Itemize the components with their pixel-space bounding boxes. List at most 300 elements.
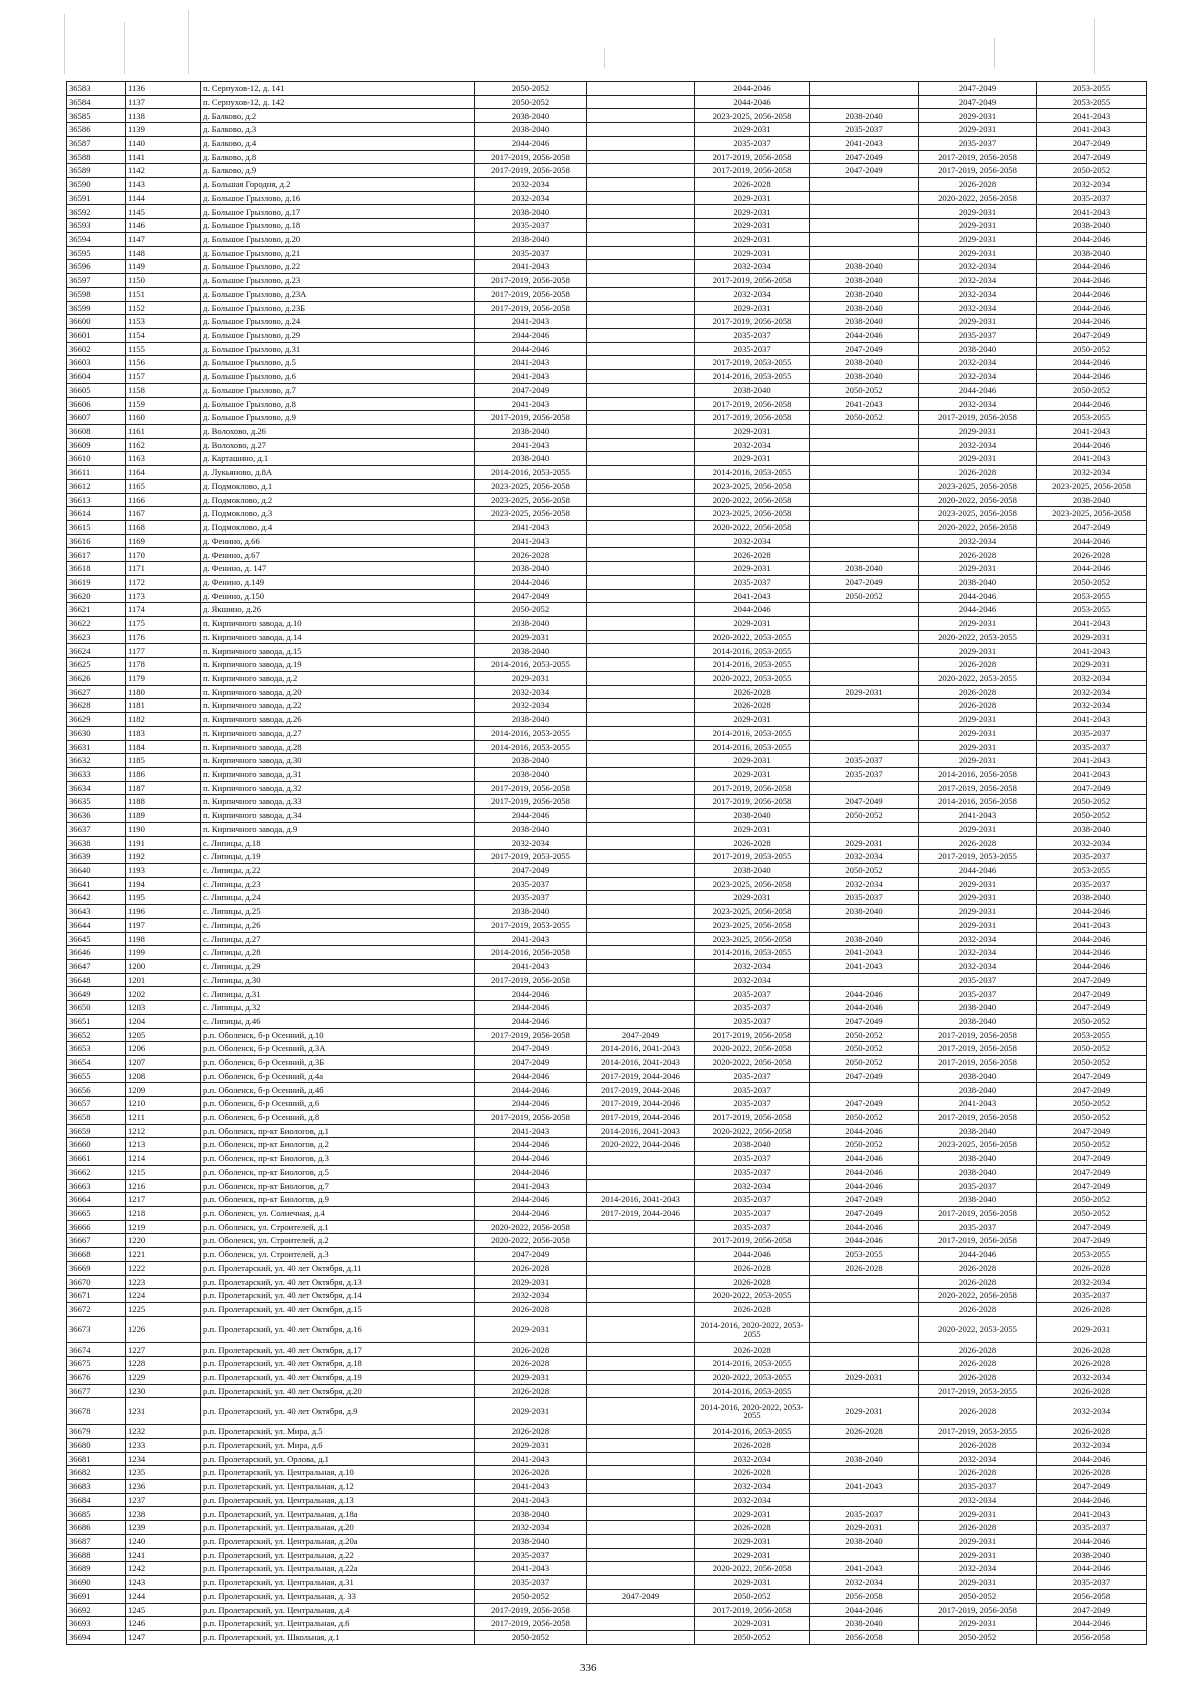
table-row <box>67 699 1147 713</box>
row-number-cell: 36620 <box>67 589 126 603</box>
period-cell-4 <box>810 1357 919 1371</box>
period-cell-3: 2041-2043 <box>695 589 810 603</box>
item-number-cell: 1183 <box>126 726 201 740</box>
item-number-cell: 1229 <box>126 1370 201 1384</box>
table-row <box>67 1302 1147 1316</box>
period-cell-1: 2038-2040 <box>475 424 587 438</box>
period-cell-3: 2035-2037 <box>695 1152 810 1166</box>
period-cell-6: 2029-2031 <box>1037 1316 1147 1343</box>
period-cell-6: 2044-2046 <box>1037 260 1147 274</box>
period-cell-1: 2035-2037 <box>475 1576 587 1590</box>
period-cell-3: 2032-2034 <box>695 960 810 974</box>
row-number-cell: 36591 <box>67 191 126 205</box>
period-cell-6: 2047-2049 <box>1037 1480 1147 1494</box>
address-cell: р.п. Пролетарский, ул. 40 лет Октября, д.9 <box>201 1398 475 1425</box>
address-cell: р.п. Пролетарский, ул. Центральная, д. 33 <box>201 1589 475 1603</box>
period-cell-5: 2020-2022, 2056-2058 <box>919 493 1037 507</box>
period-cell-4 <box>810 740 919 754</box>
period-cell-2 <box>587 740 695 754</box>
item-number-cell: 1224 <box>126 1289 201 1303</box>
period-cell-2 <box>587 1521 695 1535</box>
table-row <box>67 630 1147 644</box>
item-number-cell: 1223 <box>126 1275 201 1289</box>
table-row <box>67 1548 1147 1562</box>
period-cell-1: 2044-2046 <box>475 1152 587 1166</box>
period-cell-3: 2017-2019, 2056-2058 <box>695 795 810 809</box>
address-cell: р.п. Пролетарский, ул. Центральная, д.31 <box>201 1576 475 1590</box>
period-cell-1: 2017-2019, 2056-2058 <box>475 274 587 288</box>
address-cell: с. Липицы, д.46 <box>201 1014 475 1028</box>
period-cell-6: 2038-2040 <box>1037 1548 1147 1562</box>
period-cell-3: 2014-2016, 2053-2055 <box>695 658 810 672</box>
row-number-cell: 36689 <box>67 1562 126 1576</box>
table-row <box>67 507 1147 521</box>
period-cell-3: 2017-2019, 2056-2058 <box>695 1110 810 1124</box>
period-cell-2 <box>587 315 695 329</box>
row-number-cell: 36649 <box>67 987 126 1001</box>
period-cell-3: 2035-2037 <box>695 1165 810 1179</box>
period-cell-5: 2035-2037 <box>919 136 1037 150</box>
row-number-cell: 36614 <box>67 507 126 521</box>
period-cell-1: 2038-2040 <box>475 1534 587 1548</box>
period-cell-4 <box>810 246 919 260</box>
row-number-cell: 36642 <box>67 891 126 905</box>
period-cell-1: 2044-2046 <box>475 328 587 342</box>
period-cell-5: 2026-2028 <box>919 548 1037 562</box>
item-number-cell: 1204 <box>126 1014 201 1028</box>
period-cell-5: 2029-2031 <box>919 1507 1037 1521</box>
period-cell-5: 2032-2034 <box>919 397 1037 411</box>
period-cell-4 <box>810 658 919 672</box>
period-cell-4: 2032-2034 <box>810 877 919 891</box>
period-cell-4 <box>810 713 919 727</box>
period-cell-4: 2038-2040 <box>810 274 919 288</box>
table-row <box>67 1261 1147 1275</box>
period-cell-6: 2032-2034 <box>1037 1370 1147 1384</box>
period-cell-4 <box>810 493 919 507</box>
period-cell-3: 2020-2022, 2053-2055 <box>695 671 810 685</box>
period-cell-5: 2029-2031 <box>919 1534 1037 1548</box>
address-cell: р.п. Пролетарский, ул. 40 лет Октября, д.11 <box>201 1261 475 1275</box>
period-cell-1: 2044-2046 <box>475 136 587 150</box>
period-cell-4: 2044-2046 <box>810 1165 919 1179</box>
item-number-cell: 1228 <box>126 1357 201 1371</box>
period-cell-6: 2044-2046 <box>1037 1452 1147 1466</box>
period-cell-1: 2038-2040 <box>475 123 587 137</box>
item-number-cell: 1236 <box>126 1480 201 1494</box>
row-number-cell: 36659 <box>67 1124 126 1138</box>
row-number-cell: 36653 <box>67 1042 126 1056</box>
period-cell-1: 2041-2043 <box>475 397 587 411</box>
period-cell-1: 2017-2019, 2056-2058 <box>475 795 587 809</box>
item-number-cell: 1212 <box>126 1124 201 1138</box>
table-row <box>67 1630 1147 1644</box>
period-cell-3: 2032-2034 <box>695 438 810 452</box>
period-cell-3: 2050-2052 <box>695 1589 810 1603</box>
period-cell-4: 2050-2052 <box>810 809 919 823</box>
period-cell-3: 2032-2034 <box>695 534 810 548</box>
period-cell-4: 2035-2037 <box>810 754 919 768</box>
period-cell-3: 2029-2031 <box>695 617 810 631</box>
address-cell: с. Липицы, д.19 <box>201 850 475 864</box>
row-number-cell: 36670 <box>67 1275 126 1289</box>
period-cell-4: 2038-2040 <box>810 1617 919 1631</box>
period-cell-5: 2032-2034 <box>919 932 1037 946</box>
item-number-cell: 1220 <box>126 1234 201 1248</box>
period-cell-2 <box>587 1630 695 1644</box>
row-number-cell: 36662 <box>67 1165 126 1179</box>
period-cell-6: 2053-2055 <box>1037 95 1147 109</box>
table-row <box>67 150 1147 164</box>
period-cell-2 <box>587 918 695 932</box>
period-cell-6: 2047-2049 <box>1037 521 1147 535</box>
period-cell-4: 2041-2043 <box>810 1562 919 1576</box>
item-number-cell: 1185 <box>126 754 201 768</box>
period-cell-4 <box>810 95 919 109</box>
item-number-cell: 1240 <box>126 1534 201 1548</box>
period-cell-3: 2038-2040 <box>695 1138 810 1152</box>
period-cell-2 <box>587 973 695 987</box>
item-number-cell: 1196 <box>126 905 201 919</box>
address-cell: д. Балково, д.9 <box>201 164 475 178</box>
row-number-cell: 36604 <box>67 370 126 384</box>
period-cell-6: 2035-2037 <box>1037 726 1147 740</box>
row-number-cell: 36627 <box>67 685 126 699</box>
period-cell-6: 2041-2043 <box>1037 644 1147 658</box>
period-cell-3: 2026-2028 <box>695 685 810 699</box>
address-cell: р.п. Пролетарский, ул. Школьная, д.1 <box>201 1630 475 1644</box>
period-cell-5: 2017-2019, 2053-2055 <box>919 1425 1037 1439</box>
period-cell-5: 2029-2031 <box>919 740 1037 754</box>
period-cell-3: 2032-2034 <box>695 1480 810 1494</box>
period-cell-5: 2029-2031 <box>919 822 1037 836</box>
address-cell: д. Фенино, д.150 <box>201 589 475 603</box>
period-cell-1: 2047-2049 <box>475 1248 587 1262</box>
table-row <box>67 493 1147 507</box>
period-cell-1: 2035-2037 <box>475 246 587 260</box>
period-cell-2 <box>587 795 695 809</box>
period-cell-2 <box>587 658 695 672</box>
period-cell-4 <box>810 191 919 205</box>
row-number-cell: 36676 <box>67 1370 126 1384</box>
table-row <box>67 205 1147 219</box>
row-number-cell: 36596 <box>67 260 126 274</box>
item-number-cell: 1153 <box>126 315 201 329</box>
period-cell-6: 2047-2049 <box>1037 973 1147 987</box>
item-number-cell: 1234 <box>126 1452 201 1466</box>
period-cell-2 <box>587 150 695 164</box>
period-cell-3: 2026-2028 <box>695 1466 810 1480</box>
period-cell-6: 2041-2043 <box>1037 754 1147 768</box>
period-cell-1: 2017-2019, 2056-2058 <box>475 781 587 795</box>
table-row <box>67 575 1147 589</box>
period-cell-2 <box>587 1343 695 1357</box>
address-cell: д. Большое Грызлово, д.9 <box>201 411 475 425</box>
period-cell-1: 2044-2046 <box>475 1001 587 1015</box>
period-cell-3: 2029-2031 <box>695 452 810 466</box>
period-cell-3: 2035-2037 <box>695 342 810 356</box>
period-cell-3: 2026-2028 <box>695 548 810 562</box>
period-cell-1: 2038-2040 <box>475 232 587 246</box>
period-cell-4 <box>810 1548 919 1562</box>
address-cell: р.п. Оболенск, б-р Осенний, д.4б <box>201 1083 475 1097</box>
period-cell-5: 2044-2046 <box>919 603 1037 617</box>
period-cell-1: 2035-2037 <box>475 1548 587 1562</box>
period-cell-4: 2041-2043 <box>810 397 919 411</box>
period-cell-6: 2041-2043 <box>1037 713 1147 727</box>
row-number-cell: 36663 <box>67 1179 126 1193</box>
period-cell-5: 2032-2034 <box>919 1562 1037 1576</box>
period-cell-1: 2047-2049 <box>475 589 587 603</box>
period-cell-3: 2032-2034 <box>695 1452 810 1466</box>
period-cell-5: 2035-2037 <box>919 973 1037 987</box>
period-cell-6: 2026-2028 <box>1037 548 1147 562</box>
period-cell-3: 2026-2028 <box>695 699 810 713</box>
period-cell-6: 2044-2046 <box>1037 287 1147 301</box>
table-row <box>67 1220 1147 1234</box>
period-cell-2 <box>587 493 695 507</box>
period-cell-1: 2038-2040 <box>475 905 587 919</box>
period-cell-4 <box>810 1384 919 1398</box>
period-cell-3: 2014-2016, 2053-2055 <box>695 1384 810 1398</box>
period-cell-6: 2044-2046 <box>1037 438 1147 452</box>
period-cell-6: 2041-2043 <box>1037 452 1147 466</box>
period-cell-6: 2047-2049 <box>1037 136 1147 150</box>
period-cell-4: 2035-2037 <box>810 891 919 905</box>
period-cell-6: 2056-2058 <box>1037 1630 1147 1644</box>
period-cell-4 <box>810 452 919 466</box>
period-cell-4 <box>810 1302 919 1316</box>
period-cell-2 <box>587 822 695 836</box>
period-cell-2 <box>587 479 695 493</box>
period-cell-5: 2029-2031 <box>919 905 1037 919</box>
period-cell-5: 2026-2028 <box>919 1521 1037 1535</box>
address-cell: п. Серпухов-12, д. 141 <box>201 82 475 96</box>
period-cell-3: 2035-2037 <box>695 328 810 342</box>
address-cell: р.п. Оболенск, б-р Осенний, д.8 <box>201 1110 475 1124</box>
table-row <box>67 1507 1147 1521</box>
period-cell-2 <box>587 356 695 370</box>
period-cell-3: 2017-2019, 2053-2055 <box>695 850 810 864</box>
period-cell-2 <box>587 274 695 288</box>
period-cell-4 <box>810 973 919 987</box>
row-number-cell: 36661 <box>67 1152 126 1166</box>
address-cell: с. Липицы, д.24 <box>201 891 475 905</box>
period-cell-2 <box>587 328 695 342</box>
period-cell-3: 2035-2037 <box>695 1069 810 1083</box>
item-number-cell: 1180 <box>126 685 201 699</box>
period-cell-6: 2023-2025, 2056-2058 <box>1037 479 1147 493</box>
row-number-cell: 36681 <box>67 1452 126 1466</box>
row-number-cell: 36584 <box>67 95 126 109</box>
period-cell-1: 2041-2043 <box>475 1480 587 1494</box>
period-cell-5: 2026-2028 <box>919 699 1037 713</box>
period-cell-3: 2029-2031 <box>695 1548 810 1562</box>
row-number-cell: 36650 <box>67 1001 126 1015</box>
period-cell-1: 2050-2052 <box>475 1589 587 1603</box>
table-row <box>67 726 1147 740</box>
period-cell-2 <box>587 1357 695 1371</box>
item-number-cell: 1194 <box>126 877 201 891</box>
period-cell-1: 2026-2028 <box>475 1466 587 1480</box>
period-cell-5: 2017-2019, 2056-2058 <box>919 781 1037 795</box>
period-cell-6: 2044-2046 <box>1037 301 1147 315</box>
period-cell-3: 2026-2028 <box>695 1302 810 1316</box>
period-cell-2 <box>587 534 695 548</box>
period-cell-1: 2041-2043 <box>475 1493 587 1507</box>
period-cell-4: 2035-2037 <box>810 767 919 781</box>
row-number-cell: 36618 <box>67 562 126 576</box>
period-cell-2 <box>587 301 695 315</box>
table-row <box>67 287 1147 301</box>
period-cell-1: 2038-2040 <box>475 205 587 219</box>
row-number-cell: 36656 <box>67 1083 126 1097</box>
row-number-cell: 36633 <box>67 767 126 781</box>
period-cell-5: 2047-2049 <box>919 82 1037 96</box>
item-number-cell: 1201 <box>126 973 201 987</box>
period-cell-6: 2047-2049 <box>1037 1220 1147 1234</box>
address-cell: п. Кирпичного завода, д.26 <box>201 713 475 727</box>
address-cell: с. Липицы, д.29 <box>201 960 475 974</box>
period-cell-1: 2032-2034 <box>475 836 587 850</box>
table-row <box>67 342 1147 356</box>
table-row <box>67 960 1147 974</box>
row-number-cell: 36595 <box>67 246 126 260</box>
address-cell: р.п. Пролетарский, ул. Мира, д.6 <box>201 1438 475 1452</box>
period-cell-4: 2032-2034 <box>810 1576 919 1590</box>
address-cell: р.п. Оболенск, ул. Строителей, д.3 <box>201 1248 475 1262</box>
table-row <box>67 685 1147 699</box>
period-cell-3: 2035-2037 <box>695 1083 810 1097</box>
table-row <box>67 1042 1147 1056</box>
address-cell: с. Липицы, д.26 <box>201 918 475 932</box>
address-cell: д. Большое Грызлово, д.8 <box>201 397 475 411</box>
period-cell-2 <box>587 713 695 727</box>
item-number-cell: 1151 <box>126 287 201 301</box>
period-cell-1: 2038-2040 <box>475 562 587 576</box>
period-cell-6: 2041-2043 <box>1037 109 1147 123</box>
address-cell: д. Лукьяново, д.8А <box>201 466 475 480</box>
period-cell-4: 2050-2052 <box>810 1110 919 1124</box>
table-row <box>67 617 1147 631</box>
period-cell-6: 2044-2046 <box>1037 534 1147 548</box>
period-cell-3: 2020-2022, 2056-2058 <box>695 1124 810 1138</box>
period-cell-1: 2014-2016, 2053-2055 <box>475 726 587 740</box>
row-number-cell: 36632 <box>67 754 126 768</box>
address-cell: с. Липицы, д.32 <box>201 1001 475 1015</box>
period-cell-5: 2029-2031 <box>919 219 1037 233</box>
address-cell: р.п. Пролетарский, ул. Центральная, д.20 <box>201 1521 475 1535</box>
address-cell: р.п. Пролетарский, ул. Центральная, д.6 <box>201 1617 475 1631</box>
period-cell-5: 2044-2046 <box>919 1248 1037 1262</box>
table-row <box>67 1179 1147 1193</box>
item-number-cell: 1197 <box>126 918 201 932</box>
period-cell-5: 2038-2040 <box>919 1069 1037 1083</box>
period-cell-2 <box>587 836 695 850</box>
period-cell-3: 2029-2031 <box>695 301 810 315</box>
period-cell-6: 2044-2046 <box>1037 1534 1147 1548</box>
period-cell-2 <box>587 1001 695 1015</box>
period-cell-6: 2044-2046 <box>1037 1493 1147 1507</box>
period-cell-6: 2050-2052 <box>1037 1110 1147 1124</box>
period-cell-5: 2032-2034 <box>919 287 1037 301</box>
period-cell-4: 2044-2046 <box>810 1603 919 1617</box>
period-cell-3: 2026-2028 <box>695 836 810 850</box>
period-cell-4: 2056-2058 <box>810 1589 919 1603</box>
item-number-cell: 1170 <box>126 548 201 562</box>
address-cell: р.п. Пролетарский, ул. 40 лет Октября, д.18 <box>201 1357 475 1371</box>
period-cell-5: 2026-2028 <box>919 1398 1037 1425</box>
address-cell: п. Кирпичного завода, д.32 <box>201 781 475 795</box>
period-cell-6: 2050-2052 <box>1037 1056 1147 1070</box>
address-cell: д. Волохово, д.26 <box>201 424 475 438</box>
period-cell-1: 2041-2043 <box>475 370 587 384</box>
period-cell-6: 2044-2046 <box>1037 562 1147 576</box>
table-row <box>67 1152 1147 1166</box>
item-number-cell: 1202 <box>126 987 201 1001</box>
period-cell-4: 2047-2049 <box>810 1014 919 1028</box>
period-cell-3: 2029-2031 <box>695 891 810 905</box>
period-cell-4 <box>810 438 919 452</box>
row-number-cell: 36598 <box>67 287 126 301</box>
table-row <box>67 452 1147 466</box>
row-number-cell: 36597 <box>67 274 126 288</box>
period-cell-2 <box>587 82 695 96</box>
period-cell-4 <box>810 1438 919 1452</box>
period-cell-3: 2029-2031 <box>695 191 810 205</box>
item-number-cell: 1219 <box>126 1220 201 1234</box>
period-cell-4: 2041-2043 <box>810 1480 919 1494</box>
item-number-cell: 1207 <box>126 1056 201 1070</box>
row-number-cell: 36606 <box>67 397 126 411</box>
period-cell-5: 2020-2022, 2053-2055 <box>919 630 1037 644</box>
period-cell-6: 2047-2049 <box>1037 1069 1147 1083</box>
item-number-cell: 1226 <box>126 1316 201 1343</box>
period-cell-6: 2044-2046 <box>1037 397 1147 411</box>
period-cell-5: 2020-2022, 2056-2058 <box>919 521 1037 535</box>
period-cell-5: 2017-2019, 2056-2058 <box>919 1056 1037 1070</box>
period-cell-2 <box>587 136 695 150</box>
period-cell-2: 2017-2019, 2044-2046 <box>587 1069 695 1083</box>
period-cell-5: 2029-2031 <box>919 246 1037 260</box>
item-number-cell: 1206 <box>126 1042 201 1056</box>
item-number-cell: 1144 <box>126 191 201 205</box>
period-cell-3: 2029-2031 <box>695 562 810 576</box>
table-row <box>67 82 1147 96</box>
period-cell-1: 2044-2046 <box>475 1206 587 1220</box>
row-number-cell: 36678 <box>67 1398 126 1425</box>
period-cell-2 <box>587 548 695 562</box>
period-cell-1: 2017-2019, 2056-2058 <box>475 411 587 425</box>
period-cell-1: 2044-2046 <box>475 1138 587 1152</box>
period-cell-4: 2044-2046 <box>810 987 919 1001</box>
item-number-cell: 1209 <box>126 1083 201 1097</box>
period-cell-6: 2044-2046 <box>1037 960 1147 974</box>
row-number-cell: 36648 <box>67 973 126 987</box>
period-cell-4 <box>810 918 919 932</box>
period-cell-2 <box>587 1384 695 1398</box>
period-cell-5: 2038-2040 <box>919 1083 1037 1097</box>
period-cell-3: 2017-2019, 2056-2058 <box>695 781 810 795</box>
period-cell-5: 2032-2034 <box>919 1493 1037 1507</box>
period-cell-4: 2047-2049 <box>810 1097 919 1111</box>
table-row <box>67 1534 1147 1548</box>
item-number-cell: 1160 <box>126 411 201 425</box>
address-cell: д. Балково, д.2 <box>201 109 475 123</box>
period-cell-1: 2044-2046 <box>475 575 587 589</box>
period-cell-2 <box>587 1370 695 1384</box>
item-number-cell: 1145 <box>126 205 201 219</box>
